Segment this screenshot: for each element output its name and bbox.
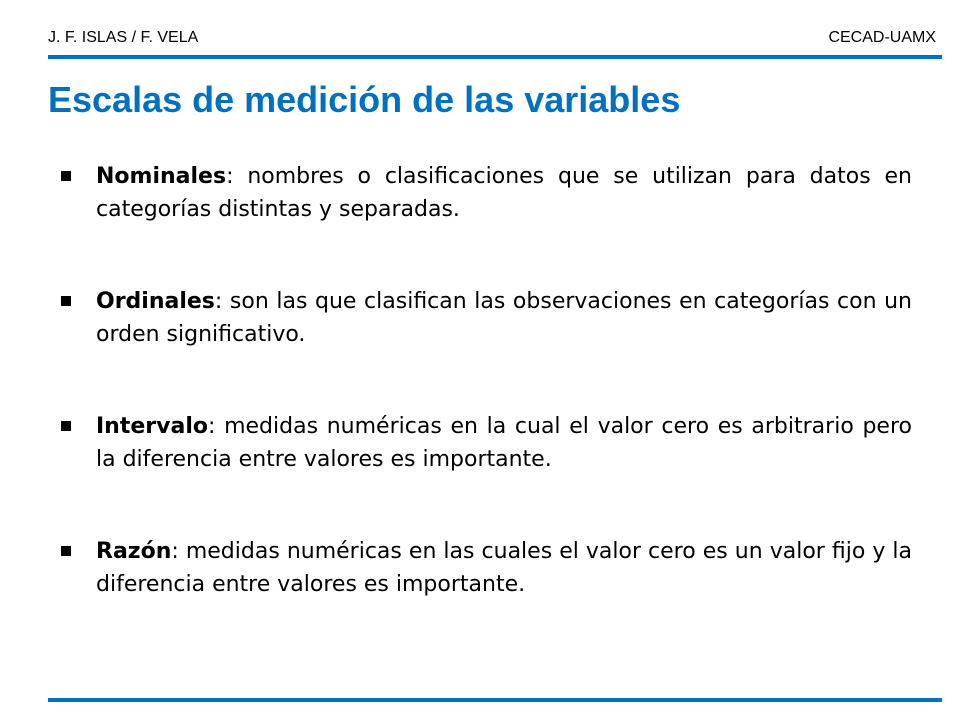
term-definition: : medidas numéricas en las cuales el valor cero es un valor fijo y la diferencia entre valores es importante. [96, 539, 912, 597]
bullet-list [56, 160, 912, 601]
list-item-ordinales [56, 285, 912, 351]
square-bullet-icon [61, 171, 71, 181]
list-item-razon [56, 535, 912, 601]
term-label: Ordinales [96, 289, 215, 314]
header-institution: CECAD-UAMX [828, 29, 936, 46]
term-definition: : son las que clasifican las observaciones en categorías con un orden significativo. [96, 289, 912, 347]
square-bullet-icon [61, 421, 71, 431]
header-authors: J. F. ISLAS / F. VELA [48, 29, 199, 46]
term-label: Razón [96, 539, 172, 564]
term-definition: : medidas numéricas en la cual el valor cero es arbitrario pero la diferencia entre valores es importante. [96, 414, 912, 472]
list-item-nominales [56, 160, 912, 226]
square-bullet-icon [61, 546, 71, 556]
list-item-intervalo [56, 410, 912, 476]
term-label: Nominales [96, 164, 227, 189]
square-bullet-icon [61, 296, 71, 306]
footer-divider [48, 698, 942, 702]
header-divider [48, 55, 942, 59]
term-definition: : nombres o clasificaciones que se utilizan para datos en categorías distintas y separadas. [96, 164, 912, 222]
term-label: Intervalo [96, 414, 208, 439]
slide-title: Escalas de medición de las variables [48, 79, 681, 120]
